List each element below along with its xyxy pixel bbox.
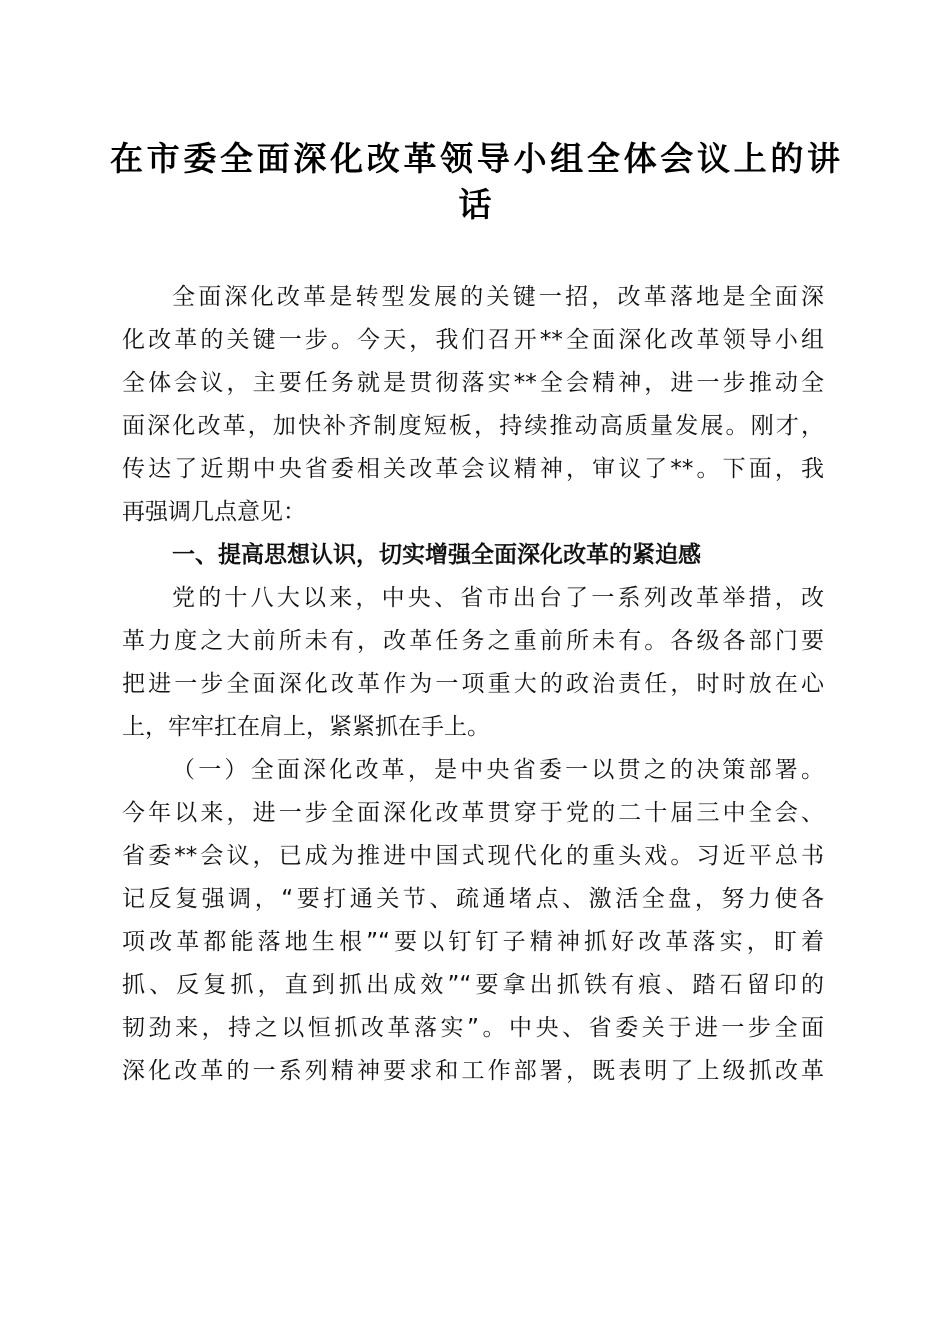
paragraph xyxy=(122,276,824,534)
paragraph xyxy=(122,749,824,1093)
document-title xyxy=(110,136,840,228)
document-body xyxy=(122,276,824,1093)
text-line: 全面深化改革是转型发展的关键一招，改革落地是全面深 xyxy=(172,284,824,310)
text-line: （一）全面深化改革，是中央省委一以贯之的决策部署。 xyxy=(172,757,824,783)
text-line: 上，牢牢扛在肩上，紧紧抓在手上。 xyxy=(122,714,490,740)
text-line: 深化改革的一系列精神要求和工作部署，既表明了上级抓改革 xyxy=(122,1058,824,1084)
text-line: 记反复强调，“要打通关节、疏通堵点、激活全盘，努力使各 xyxy=(122,886,824,912)
text-line: 把进一步全面深化改革作为一项重大的政治责任，时时放在心 xyxy=(122,671,824,697)
title-line: 话 xyxy=(458,185,492,224)
text-line: 面深化改革，加快补齐制度短板，持续推动高质量发展。刚才， xyxy=(122,413,824,439)
text-line: 全体会议，主要任务就是贯彻落实**全会精神，进一步推动全 xyxy=(122,370,824,396)
text-line: 一、提高思想认识，切实增强全面深化改革的紧迫感 xyxy=(172,542,701,568)
text-line: 化改革的关键一步。今天，我们召开**全面深化改革领导小组 xyxy=(122,327,824,353)
text-line: 传达了近期中央省委相关改革会议精神，审议了**。下面，我 xyxy=(122,456,824,482)
text-line: 今年以来，进一步全面深化改革贯穿于党的二十届三中全会、 xyxy=(122,800,824,826)
text-line: 项改革都能落地生根”“要以钉钉子精神抓好改革落实，盯着 xyxy=(122,929,824,955)
section-heading xyxy=(122,534,824,577)
paragraph xyxy=(122,577,824,749)
text-line: 再强调几点意见： xyxy=(122,499,306,525)
text-line: 抓、反复抓，直到抓出成效”“要拿出抓铁有痕、踏石留印的 xyxy=(122,972,824,998)
text-line: 党的十八大以来，中央、省市出台了一系列改革举措，改 xyxy=(172,585,824,611)
title-line: 在市委全面深化改革领导小组全体会议上的讲 xyxy=(110,139,840,178)
text-line: 韧劲来，持之以恒抓改革落实”。中央、省委关于进一步全面 xyxy=(122,1015,824,1041)
text-line: 革力度之大前所未有，改革任务之重前所未有。各级各部门要 xyxy=(122,628,824,654)
text-line: 省委**会议，已成为推进中国式现代化的重头戏。习近平总书 xyxy=(122,843,824,869)
